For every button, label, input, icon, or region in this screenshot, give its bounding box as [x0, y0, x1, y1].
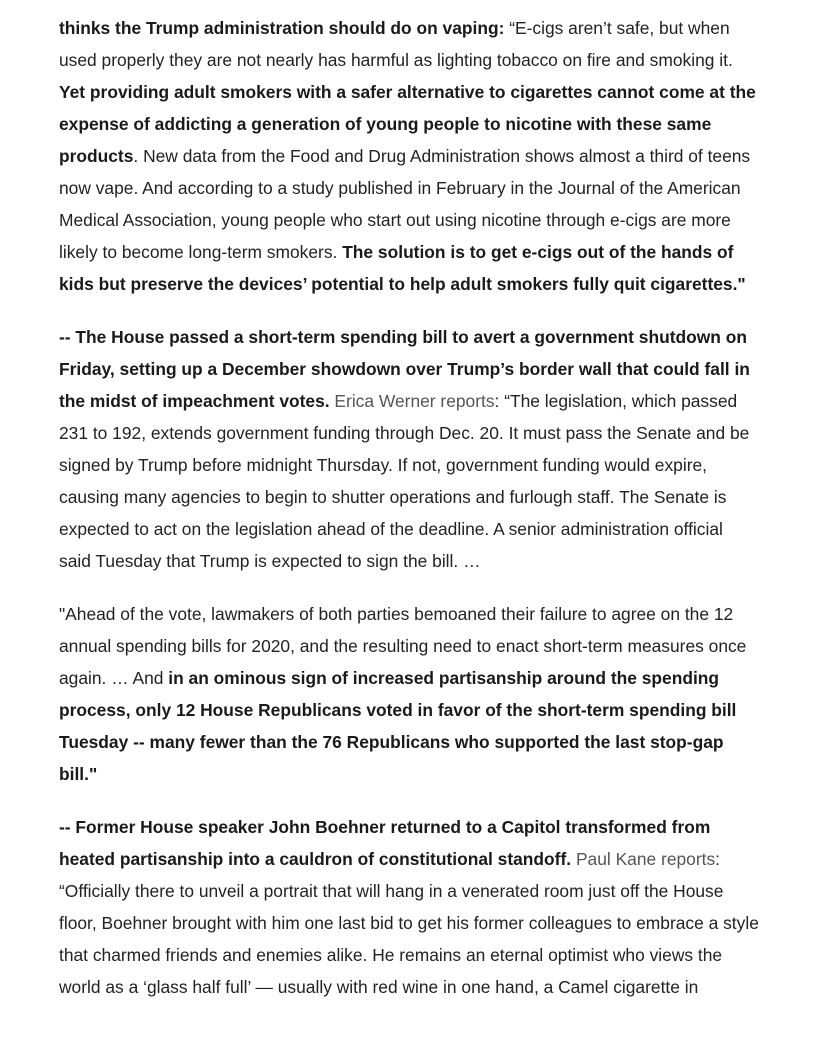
body-text: “E-cigs aren’t safe, but when used properly they are not nearly has harmful as lighting tobacco on fire and smoking it. [59, 18, 733, 70]
bold-text: -- Former House speaker John Boehner returned to a Capitol transformed from heated partisanship into a cauldron of constitutional standoff. [59, 817, 711, 869]
article-body [59, 12, 759, 1024]
body-text: : “Officially there to unveil a portrait that will hang in a venerated room just off the House floor, Boehner brought with him one last bid to get his former colleagues to embrace a style that charmed friends and enemies alike. He remains an eternal optimist who views the world as a ‘glass half full’ — usually with red wine in one hand, a Camel cigarette in [59, 849, 759, 997]
body-text: : “The legislation, which passed 231 to 192, extends government funding through Dec. 20. It must pass the Senate and be signed by Trump before midnight Thursday. If not, government funding would expire, causing many agencies to begin to shutter operations and furlough staff. The Senate is expected to act on the legislation ahead of the deadline. A senior administration official said Tuesday that Trump is expected to sign the bill. … [59, 391, 750, 571]
bold-text: in an ominous sign of increased partisanship around the spending process, only 12 House Republicans voted in favor of the short-term spending bill Tuesday -- many fewer than the 76 Republicans who supported the last stop-gap bill." [59, 668, 737, 784]
bold-text: -- The House passed a short-term spending bill to avert a government shutdown on Friday, setting up a December showdown over Trump’s border wall that could fall in the midst of impeachment votes. [59, 327, 750, 411]
body-text: "Ahead of the vote, lawmakers of both parties bemoaned their failure to agree on the 12 annual spending bills for 2020, and the resulting need to enact short-term measures once again. … And [59, 604, 747, 688]
body-text: . New data from the Food and Drug Administration shows almost a third of teens now vape. And according to a study published in February in the Journal of the American Medical Association, young people who start out using nicotine through e-cigs are more likely to become long-term smokers. [59, 146, 751, 262]
bold-text: thinks the Trump administration should do on vaping: [59, 18, 505, 38]
bold-text: Yet providing adult smokers with a safer alternative to cigarettes cannot come at the expense of addicting a generation of young people to nicotine with these same products [59, 82, 756, 166]
reporter-link-paul-kane[interactable]: Paul Kane reports [575, 849, 716, 869]
paragraph-boehner [59, 811, 759, 1003]
bold-text: The solution is to get e-cigs out of the hands of kids but preserve the devices’ potential to help adult smokers fully quit cigarettes." [59, 242, 746, 294]
paragraph-spending-bill [59, 321, 759, 577]
paragraph-vaping-quote [59, 12, 759, 300]
paragraph-spending-vote [59, 598, 759, 790]
reporter-link-erica-werner[interactable]: Erica Werner reports [334, 391, 495, 411]
